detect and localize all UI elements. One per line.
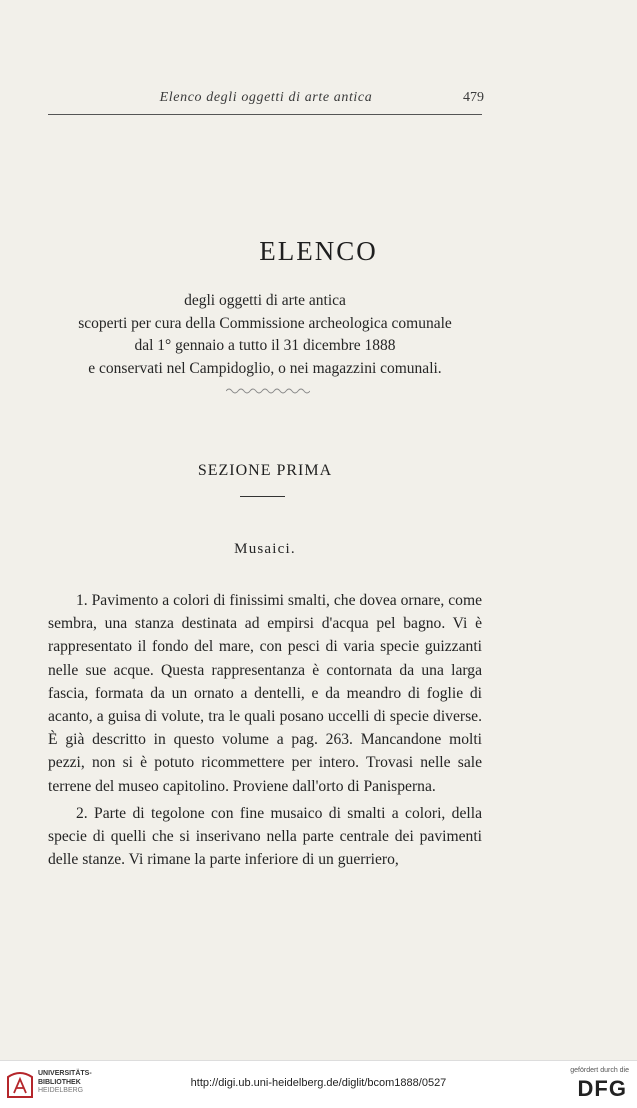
section-title: SEZIONE PRIMA: [197, 462, 333, 479]
subtitle-line: scoperti per cura della Commissione archeologica comunale: [78, 314, 452, 332]
library-name-line: BIBLIOTHEK: [38, 1078, 81, 1086]
permalink-url[interactable]: http://digi.ub.uni-heidelberg.de/diglit/bcom1888/0527: [190, 1077, 447, 1089]
subsection-title: Musaici.: [234, 541, 296, 557]
funding-label: gefördert durch die: [570, 1067, 629, 1074]
document-title: ELENCO: [259, 236, 378, 266]
section-rule: [240, 496, 285, 497]
dfg-logo: DFG: [577, 1076, 627, 1101]
document-subtitle: [40, 290, 490, 380]
running-head: [48, 90, 484, 112]
subtitle-line: degli oggetti di arte antica: [184, 292, 346, 309]
viewer-footer: [0, 1060, 637, 1108]
library-name-line: HEIDELBERG: [38, 1087, 84, 1094]
running-title: Elenco degli oggetti di arte antica: [159, 90, 373, 105]
body-text: [48, 589, 482, 871]
wavy-ornament: [226, 386, 310, 396]
header-rule: [48, 114, 482, 115]
library-name-line: UNIVERSITÄTS-: [38, 1070, 92, 1077]
subtitle-line: dal 1° gennaio a tutto il 31 dicembre 1888: [134, 337, 396, 354]
paragraph: 1. Pavimento a colori di finissimi smalti, che dovea ornare, come sembra, una stanza destinata ad empirsi d'acqua pel bagno. Vi è rappresentato il fondo del mare, con pesci di varia specie guizzanti nelle sue acque. Questa rappresentanza è contornata da una larga fascia, formata da un ornato a dentelli, e da meandro di foglie di acanto, a guisa di volute, tra le quali posano uccelli di specie diverse. È già descritto in questo volume a pag. 263. Mancandone molti pezzi, non si è potuto ricommettere per intero. Trovasi nelle sale terrene del museo capitolino. Proviene dall'orto di Panisperna.: [48, 592, 482, 795]
paragraph: 2. Parte di tegolone con fine musaico di smalti a colori, della specie di quelli che si inserivano nella parte centrale dei pavimenti delle stanze. Vi rimane la parte inferiore di un guerriero,: [48, 804, 482, 869]
page-number: 479: [463, 90, 484, 105]
subtitle-line: e conservati nel Campidoglio, o nei magazzini comunali.: [88, 359, 442, 377]
